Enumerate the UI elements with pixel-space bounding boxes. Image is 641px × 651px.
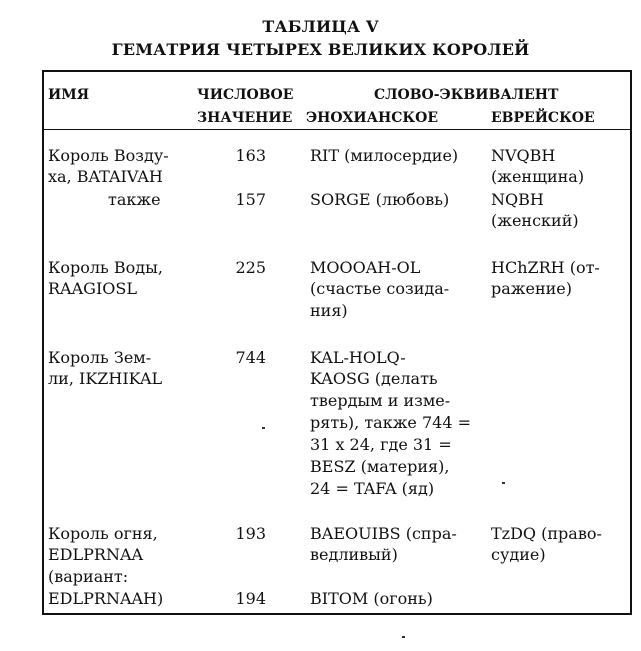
header-numeric-line1: ЧИСЛОВОЕ (197, 87, 294, 103)
header-hebrew: ЕВРЕЙСКОЕ (491, 110, 595, 126)
row-fire-hebrew-line1: TzDQ (право- (491, 524, 602, 543)
header-divider (44, 129, 630, 130)
row-earth-name-line1: Король Зем- (48, 348, 152, 367)
row-air-hebrew-2-line1: NQBH (491, 190, 544, 209)
row-fire-name-line1: Король огня, (48, 524, 158, 543)
title-block (0, 16, 641, 62)
row-earth-enochian-line1: KAL-HOLQ- (310, 348, 406, 367)
row-fire-name-line3: (вариант: (48, 567, 129, 586)
row-water-name-line2: RAAGIOSL (48, 279, 137, 298)
row-water-enochian-line2: (счастье созида- (310, 279, 450, 298)
row-air-value-1: 163 (235, 146, 266, 165)
row-air-hebrew-1-line1: NVQBH (491, 146, 556, 165)
table-title: ГЕМАТРИЯ ЧЕТЫРЕХ ВЕЛИКИХ КОРОЛЕЙ (111, 40, 530, 59)
table-number: ТАБЛИЦА V (262, 17, 379, 36)
row-earth-value: 744 (235, 348, 266, 367)
row-water-enochian-line3: ния) (310, 301, 348, 320)
row-water-enochian-line1: MOOOAH-OL (310, 258, 421, 277)
row-fire-value-2: 194 (235, 589, 266, 608)
row-earth-enochian-line7: 24 = TAFA (яд) (310, 479, 435, 498)
row-air-hebrew-2-line2: (женский) (491, 211, 579, 230)
row-air-enochian-2: SORGE (любовь) (310, 190, 450, 209)
row-water-value: 225 (235, 258, 266, 277)
row-air-name-line2: ха, BATAIVAH (48, 167, 163, 186)
row-fire-name-line4: EDLPRNAAH) (48, 589, 164, 608)
row-air-enochian-1: RIT (милосердие) (310, 146, 459, 165)
header-numeric-line2: ЗНАЧЕНИЕ (197, 110, 293, 126)
row-earth-name-line2: ли, IKZHIKAL (48, 369, 163, 388)
header-equivalent: СЛОВО-ЭКВИВАЛЕНТ (374, 87, 559, 103)
gematria-table (42, 70, 632, 615)
row-earth-enochian-line4: рять), также 744 = (310, 413, 472, 432)
row-earth-enochian-line6: BESZ (материя), (310, 457, 450, 476)
row-air-name-line3: также (108, 190, 161, 209)
row-water-name-line1: Король Воды, (48, 258, 163, 277)
row-fire-enochian-1-line2: ведливый) (310, 545, 398, 564)
row-earth-enochian-line2: KAOSG (делать (310, 369, 438, 388)
header-name: ИМЯ (48, 87, 90, 103)
scan-speck (402, 636, 405, 638)
header-enochian: ЭНОХИАНСКОЕ (306, 110, 439, 126)
row-fire-value-1: 193 (235, 524, 266, 543)
row-fire-enochian-1-line1: BAEOUIBS (спра- (310, 524, 457, 543)
row-earth-enochian-line5: 31 x 24, где 31 = (310, 435, 452, 454)
row-fire-hebrew-line2: судие) (491, 545, 546, 564)
scan-speck (262, 427, 265, 429)
row-earth-enochian-line3: твердым и изме- (310, 391, 451, 410)
scan-speck (502, 482, 505, 484)
row-fire-name-line2: EDLPRNAA (48, 545, 144, 564)
row-air-hebrew-1-line2: (женщина) (491, 167, 585, 186)
row-water-hebrew-line2: ражение) (491, 279, 573, 298)
row-fire-enochian-2: BITOM (огонь) (310, 589, 433, 608)
row-air-value-2: 157 (235, 190, 266, 209)
row-water-hebrew-line1: HChZRH (от- (491, 258, 600, 277)
row-air-name-line1: Король Возду- (48, 146, 169, 165)
